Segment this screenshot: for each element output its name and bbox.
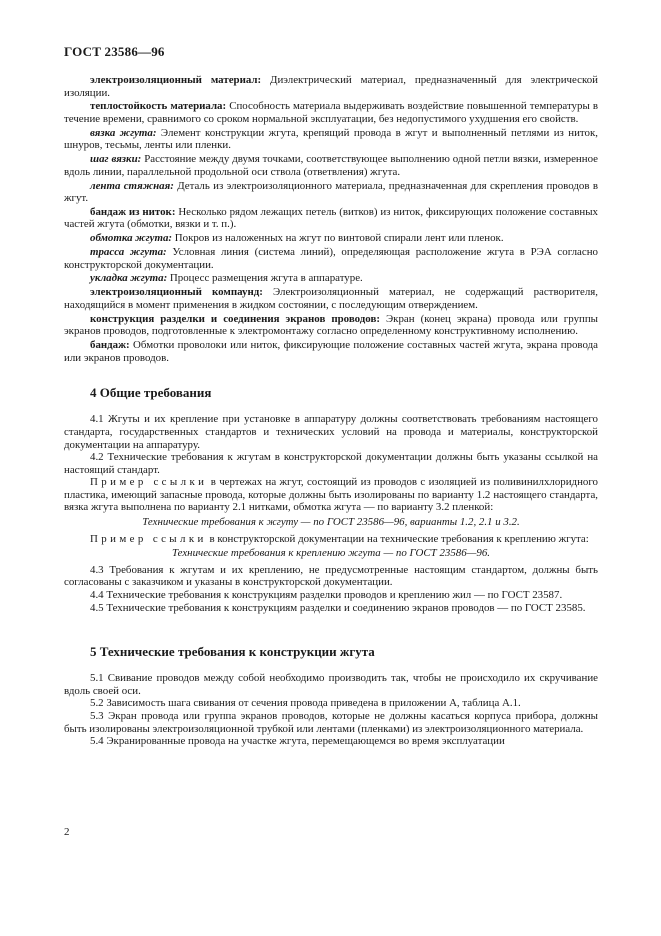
definition-item [64,180,598,205]
example-2-text: в конструкторской документации на технические требования к креплению жгута: [206,532,589,545]
definition-text: Деталь из электроизоляционного материала, предназначенная для скрепления проводов в жгут. [64,179,598,205]
definition-item [64,246,598,271]
definition-item [64,153,598,178]
example-2 [64,533,598,546]
definition-text: Расстояние между двумя точками, соответствующее выполнению одной петли вязки, измеренное вдоль линии, параллельной продольной оси ствола (ответвления) жгута. [64,153,598,178]
definition-text: Условная линия (система линий), определяющая расположение жгута в РЭА согласно конструкторской документации. [64,246,598,271]
paragraph-4-2: 4.2 Технические требования к жгутам в конструкторской документации должны быть указаны ссылкой на настоящий стандарт. [64,451,598,476]
definition-item [64,232,598,245]
definition-term: электроизоляционный компаунд: [90,286,263,299]
definition-term: шаг вязки: [90,153,142,166]
definition-text: Несколько рядом лежащих петель (витков) из ниток, фиксирующих положение составных частей жгута (обмотки, вязки и т. п.). [64,205,598,231]
definition-item [64,100,598,125]
definition-item [64,272,598,285]
paragraph-5-3: 5.3 Экран провода или группа экранов проводов, которые не должны касаться корпуса прибора, должны быть изолированы электроизоляционной трубкой или лентами (пленками) из электроизоляционного материала. [64,710,598,735]
definition-text: Диэлектрический материал, предназначенный для электрической изоляции. [64,74,598,99]
definition-text: Экран (конец экрана) провода или группы экранов проводов, подготовленные к электромонтажу согласно определенному конструктивному исполнению. [64,312,598,338]
example-2-formula: Технические требования к креплению жгута — по ГОСТ 23586—96. [172,547,490,560]
definition-item [64,74,598,99]
page-number: 2 [64,826,70,838]
definition-item [64,286,598,311]
definition-item [64,339,598,364]
definition-term: вязка жгута: [90,126,157,139]
definition-term: теплостойкость материала: [90,100,227,113]
definition-text: Способность материала выдерживать воздействие повышенной температуры в течение времени, сравнимого со сроком нормальной эксплуатации, без недопустимого ухудшения его свойств. [64,100,598,125]
definition-term: бандаж: [90,338,130,351]
section-4-title: 4 Общие требования [90,385,212,401]
paragraph-4-5: 4.5 Технические требования к конструкциям разделки и соединению экранов проводов — по ГОСТ 23585. [90,601,586,614]
definition-term: бандаж из ниток: [90,205,176,218]
definitions-list [64,74,598,364]
definition-text: Обмотки проволоки или ниток, фиксирующие положение составных частей жгута, экрана провода или экранов проводов. [64,338,598,364]
paragraph-5-1: 5.1 Свивание проводов между собой необходимо производить так, чтобы не происходило их скручивание вдоль своей оси. [64,672,598,697]
definition-term: конструкция разделки и соединения экранов проводов: [90,312,380,325]
paragraph-4-1: 4.1 Жгуты и их крепление при установке в аппаратуру должны соответствовать требованиям настоящего стандарта, государственных стандартов и технических условий на провода и материалы, конструкторской документации на аппаратуру. [64,413,598,451]
definition-term: лента стяжная: [90,179,174,192]
section-5-title: 5 Технические требования к конструкции жгута [90,644,375,660]
paragraph-5-2: 5.2 Зависимость шага свивания от сечения провода приведена в приложении А, таблица А.1. [90,697,521,710]
definition-term: укладка жгута: [90,272,168,285]
definition-text: Покров из наложенных на жгут по винтовой спирали лент или пленок. [172,232,504,245]
example-1-text: в чертежах на жгут, состоящий из проводов с изоляцией из поливинилхлоридного пластика, имеющий запасные провода, которые должны быть изолированы по варианту 1.2 настоящего стандарта, вязка жгута выполнена по варианту 2.1 нитками, обмотка жгута — по варианту 3.2 пленкой: [64,476,598,514]
example-1 [64,476,598,514]
definition-term: обмотка жгута: [90,232,173,245]
document-header: ГОСТ 23586—96 [64,44,165,59]
definition-text: Элемент конструкции жгута, крепящий провода в жгут и выполненный петлями из ниток, шнуров, тесьмы, ленты или пленки. [64,126,598,152]
paragraph-4-4: 4.4 Технические требования к конструкциям разделки проводов и креплению жил — по ГОСТ 23587. [90,589,563,602]
definition-item [64,313,598,338]
definition-item [64,206,598,231]
document-body [64,74,598,748]
paragraph-5-4: 5.4 Экранированные провода на участке жгута, перемещающемся во время эксплуатации [90,735,505,748]
definition-text: Процесс размещения жгута в аппаратуре. [167,272,363,285]
example-1-label: Пример ссылки [90,476,208,489]
definition-text: Электроизоляционный материал, не содержащий растворителя, находящийся в момент применения в жидком состоянии, с последующим отверждением. [64,286,598,311]
paragraph-4-3: 4.3 Требования к жгутам и их креплению, не предусмотренные настоящим стандартом, должны быть согласованы с заказчиком и указаны в конструкторской документации. [64,563,598,589]
example-1-formula: Технические требования к жгуту — по ГОСТ 23586—96, варианты 1.2, 2.1 и 3.2. [142,516,520,529]
definition-item [64,127,598,152]
definition-term: трасса жгута: [90,246,167,259]
example-2-label: Пример ссылки [90,532,207,545]
definition-term: электроизоляционный материал: [90,74,262,86]
